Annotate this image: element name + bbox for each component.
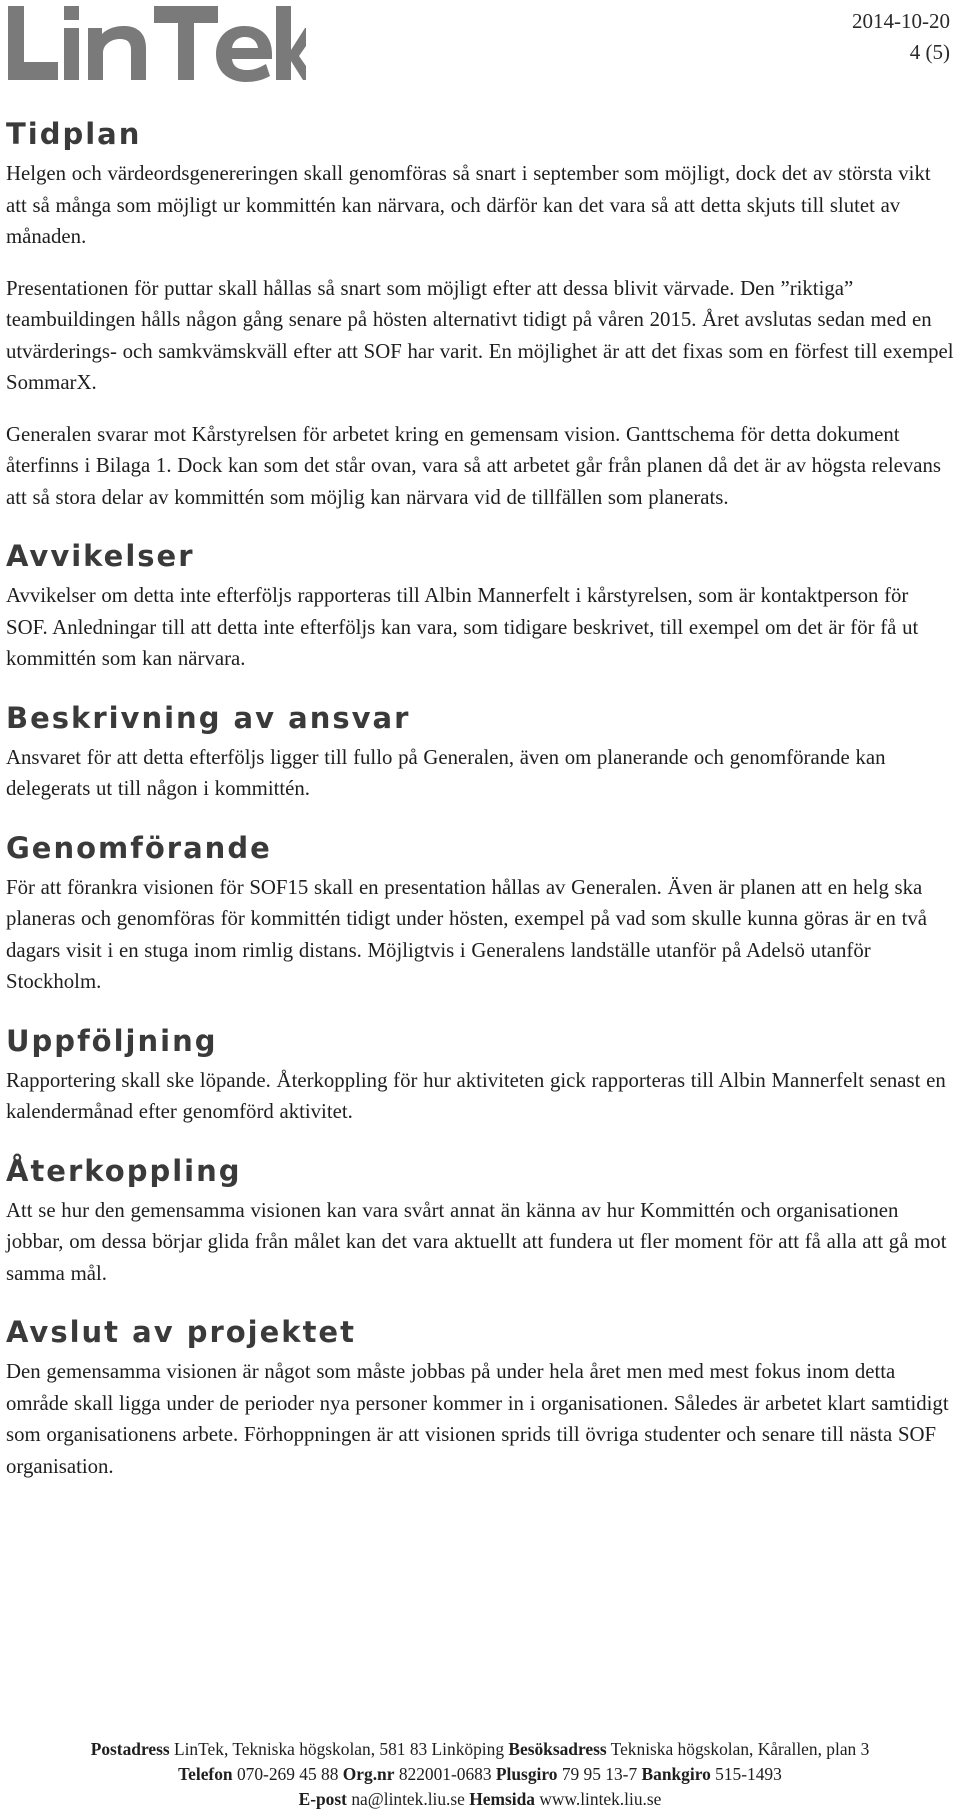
epost-value[interactable]: na@lintek.liu.se xyxy=(351,1789,465,1809)
footer-line-address xyxy=(0,1737,960,1762)
footer-line-numbers xyxy=(0,1762,960,1787)
besoksadress-label: Besöksadress xyxy=(508,1739,607,1759)
paragraph: Presentationen för puttar skall hållas så snart som möjligt efter att dessa blivit värvade. Den ”riktiga” teambuildingen hålls någon gång senare på hösten alternativt tidigt på våren 2015. Året avslutas sedan med en utvärderings- och samkvämskväll efter att SOF har varit. En möjlighet är att det fixas som en förfest till exempel SommarX. xyxy=(6,276,954,394)
section-heading: Avvikelser xyxy=(6,539,195,573)
paragraph: För att förankra visionen för SOF15 skall en presentation hållas av Generalen. Även är planen att en helg ska planeras och genomföras för kommittén tidigt under hösten, exempel på vad som skulle kunna göras är en två dagars visit i en stuga inom rimlig distans. Möjligtvis i Generalens landställe utanför på Adelsö utanför Stockholm. xyxy=(6,875,928,993)
footer-line-contact xyxy=(0,1787,960,1812)
plusgiro-value: 79 95 13-7 xyxy=(561,1764,638,1784)
postadress-label: Postadress xyxy=(90,1739,170,1759)
bankgiro-value: 515-1493 xyxy=(715,1764,782,1784)
section-uppfoljning xyxy=(6,1021,954,1128)
postadress-value: LinTek, Tekniska högskolan, 581 83 Linköping xyxy=(173,1739,505,1759)
page-footer xyxy=(0,1737,960,1812)
document-body xyxy=(6,114,954,1505)
paragraph: Avvikelser om detta inte efterföljs rapporteras till Albin Mannerfelt i kårstyrelsen, som är kontaktperson för SOF. Anledningar till att detta inte efterföljs kan vara, som tidigare beskrivet, till exempel om det är för få ut kommittén som kan närvara. xyxy=(6,584,919,670)
telefon-value: 070-269 45 88 xyxy=(236,1764,339,1784)
page-number: 4 (5) xyxy=(909,40,950,64)
lintek-logo xyxy=(4,2,306,82)
section-beskrivning-av-ansvar xyxy=(6,698,954,805)
orgnr-label: Org.nr xyxy=(342,1764,395,1784)
section-heading: Avslut av projektet xyxy=(6,1315,356,1349)
plusgiro-label: Plusgiro xyxy=(495,1764,558,1784)
section-heading: Beskrivning av ansvar xyxy=(6,700,411,735)
hemsida-value[interactable]: www.lintek.liu.se xyxy=(539,1789,662,1809)
section-heading: Genomförande xyxy=(6,830,272,865)
section-tidplan xyxy=(6,114,954,513)
paragraph: Den gemensamma visionen är något som måste jobbas på under hela året men med mest fokus inom detta område skall ligga under de perioder nya personer kommer in i organisationen. Således är arbetet klart samtidigt som organisationens arbete. Förhoppningen är att visionen sprids till övriga studenter och senare till nästa SOF organisation. xyxy=(6,1360,949,1478)
paragraph: Helgen och värdeordsgenereringen skall genomföras så snart i september som möjligt, dock det av största vikt att så många som möjligt ur kommittén kan närvara, och därför kan det vara så att detta skjuts till slutet av månaden. xyxy=(6,162,931,248)
hemsida-label: Hemsida xyxy=(469,1789,535,1809)
lintek-logo-icon xyxy=(4,2,306,82)
besoksadress-value: Tekniska högskolan, Kårallen, plan 3 xyxy=(610,1739,870,1759)
paragraph: Rapportering skall ske löpande. Återkoppling för hur aktiviteten gick rapporteras till Albin Mannerfelt senast en kalendermånad efter genomförd aktivitet. xyxy=(6,1068,946,1123)
paragraph: Ansvaret för att detta efterföljs ligger till fullo på Generalen, även om planerande och genomförande kan delegerats ut till någon i kommittén. xyxy=(6,745,886,800)
document-date: 2014-10-20 xyxy=(852,9,950,33)
bankgiro-label: Bankgiro xyxy=(641,1764,711,1784)
section-heading: Tidplan xyxy=(6,117,142,151)
section-heading: Uppföljning xyxy=(6,1023,218,1058)
paragraph: Generalen svarar mot Kårstyrelsen för arbetet kring en gemensam vision. Ganttschema för detta dokument återfinns i Bilaga 1. Dock kan som det står ovan, vara så att arbetet går från planen då det är av högsta relevans att så stora delar av kommittén som möjlig kan närvara vid de tillfällen som planerats. xyxy=(6,422,941,509)
section-avvikelser xyxy=(6,536,954,675)
orgnr-value: 822001-0683 xyxy=(398,1764,492,1784)
telefon-label: Telefon xyxy=(178,1764,233,1784)
section-aterkoppling xyxy=(6,1151,954,1290)
section-heading: Återkoppling xyxy=(6,1153,242,1188)
section-genomforande xyxy=(6,828,954,998)
paragraph: Att se hur den gemensamma visionen kan vara svårt annat än känna av hur Kommittén och organisationen jobbar, om dessa börjar glida från målet kan det vara aktuellt att fundera ut fler moment för att få alla att gå mot samma mål. xyxy=(6,1198,947,1285)
epost-label: E-post xyxy=(298,1789,347,1809)
document-header-meta xyxy=(852,6,950,68)
section-avslut-av-projektet xyxy=(6,1312,954,1482)
